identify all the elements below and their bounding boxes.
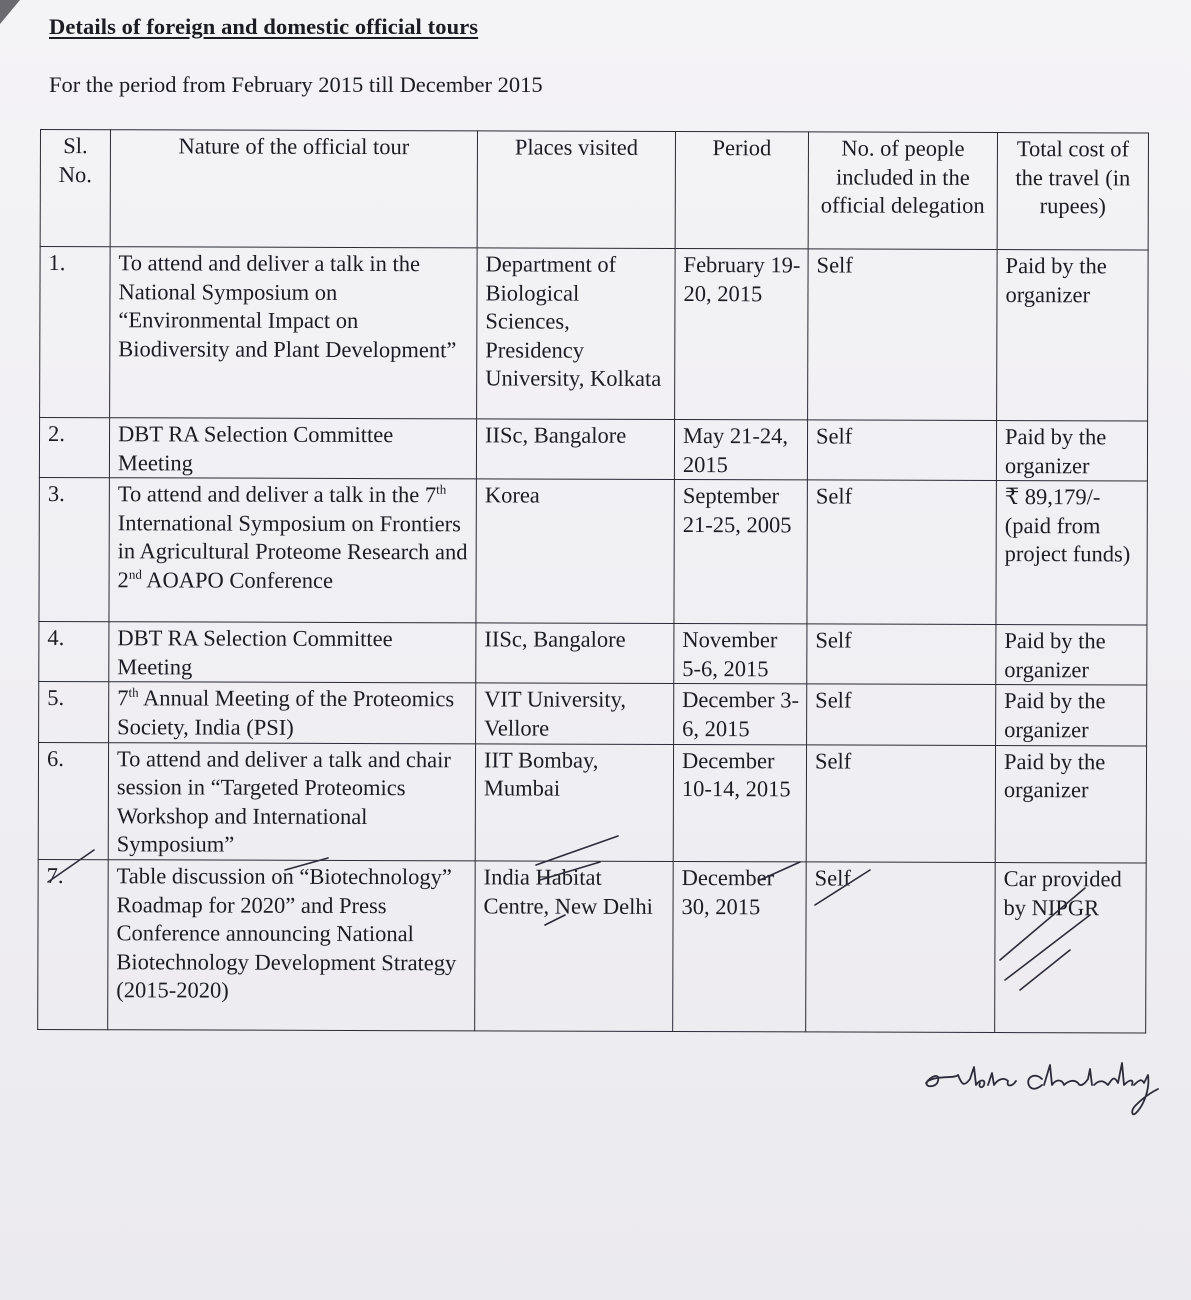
table-row	[39, 478, 1147, 625]
cell-sl: 5.	[39, 682, 109, 742]
cell-people: Self	[806, 744, 995, 862]
header-sl-no: Sl. No.	[40, 130, 110, 247]
nature-text: 7	[117, 685, 129, 711]
corner-mark	[0, 0, 28, 28]
cell-places: IISc, Bangalore	[476, 419, 674, 480]
cell-period: November 5-6, 2015	[674, 624, 807, 685]
cell-sl: 4.	[39, 622, 109, 682]
cell-cost: Paid by the organizer	[996, 685, 1147, 746]
nature-text: International Symposium on Frontiers in Agricultural Proteome Research and 2	[117, 510, 468, 593]
cell-cost: Paid by the organizer	[997, 250, 1149, 421]
table-row	[39, 622, 1147, 686]
superscript: nd	[128, 566, 142, 582]
cell-period: February 19-20, 2015	[675, 248, 809, 419]
cell-places: VIT University, Vellore	[476, 683, 674, 744]
cell-nature	[109, 682, 476, 743]
signature-drawing	[918, 1045, 1168, 1120]
tours-table-wrapper	[37, 129, 1156, 1033]
cell-nature: To attend and deliver a talk and chair session in “Targeted Proteomics Workshop and International Symposium”	[108, 742, 475, 861]
cell-people: Self	[807, 420, 996, 481]
cell-people: Self	[807, 684, 996, 745]
cell-cost: Car provided by NIPGR	[995, 862, 1147, 1032]
superscript: th	[436, 481, 447, 497]
cell-places: IISc, Bangalore	[476, 623, 674, 684]
cell-people: Self	[808, 249, 998, 421]
cell-nature: DBT RA Selection Committee Meeting	[109, 622, 476, 683]
header-period: Period	[675, 131, 808, 248]
table-header-row	[40, 130, 1148, 250]
cell-nature: Table discussion on “Biotechnology” Roadmap for 2020” and Press Conference announcing National Biotechnology Development Strategy (2015-2020)	[108, 860, 476, 1031]
header-people: No. of people included in the official delegation	[808, 132, 997, 250]
cell-sl: 2.	[39, 418, 109, 478]
header-nature: Nature of the official tour	[110, 130, 477, 248]
cell-people: Self	[806, 862, 996, 1033]
cell-places: India Habitat Centre, New Delhi	[475, 861, 674, 1032]
cell-period: December 30, 2015	[673, 861, 807, 1031]
cell-cost: Paid by the organizer	[996, 625, 1147, 686]
nature-text: To attend and deliver a talk in the 7	[117, 481, 437, 508]
cell-period: September 21-25, 2005	[674, 480, 807, 624]
header-cost: Total cost of the travel (in rupees)	[997, 133, 1148, 250]
cell-people: Self	[807, 480, 996, 625]
cell-period: December 10-14, 2015	[673, 744, 806, 862]
cell-sl: 1.	[40, 247, 111, 418]
cell-nature	[109, 478, 476, 623]
cell-places: Korea	[476, 479, 674, 624]
cell-period: May 21-24, 2015	[674, 419, 807, 480]
superscript: th	[128, 685, 139, 701]
table-row	[38, 859, 1147, 1032]
nature-text: Annual Meeting of the Proteomics Society, India (PSI)	[117, 685, 455, 740]
cell-sl: 7.	[38, 859, 109, 1029]
table-row	[39, 682, 1147, 746]
tours-table	[37, 129, 1149, 1033]
cell-places: Department of Biological Sciences, Presidency University, Kolkata	[477, 248, 676, 420]
table-row	[39, 418, 1147, 482]
header-places: Places visited	[477, 131, 675, 249]
cell-nature: DBT RA Selection Committee Meeting	[109, 418, 476, 479]
cell-cost: ₹ 89,179/- (paid from project funds)	[996, 481, 1147, 625]
cell-cost: Paid by the organizer	[995, 745, 1146, 863]
cell-cost: Paid by the organizer	[996, 421, 1147, 482]
cell-period: December 3-6, 2015	[674, 684, 807, 745]
table-row	[40, 247, 1149, 421]
document-title: Details of foreign and domestic official tours	[49, 14, 479, 39]
cell-people: Self	[807, 624, 996, 685]
nature-text: AOAPO Conference	[141, 567, 334, 593]
table-row	[38, 742, 1146, 863]
cell-sl: 3.	[39, 478, 109, 622]
cell-places: IIT Bombay, Mumbai	[475, 743, 673, 861]
cell-nature: To attend and deliver a talk in the National Symposium on “Environmental Impact on Biodiversity and Plant Development”	[110, 247, 478, 419]
cell-sl: 6.	[38, 742, 108, 860]
period-line: For the period from February 2015 till December 2015	[49, 72, 543, 97]
